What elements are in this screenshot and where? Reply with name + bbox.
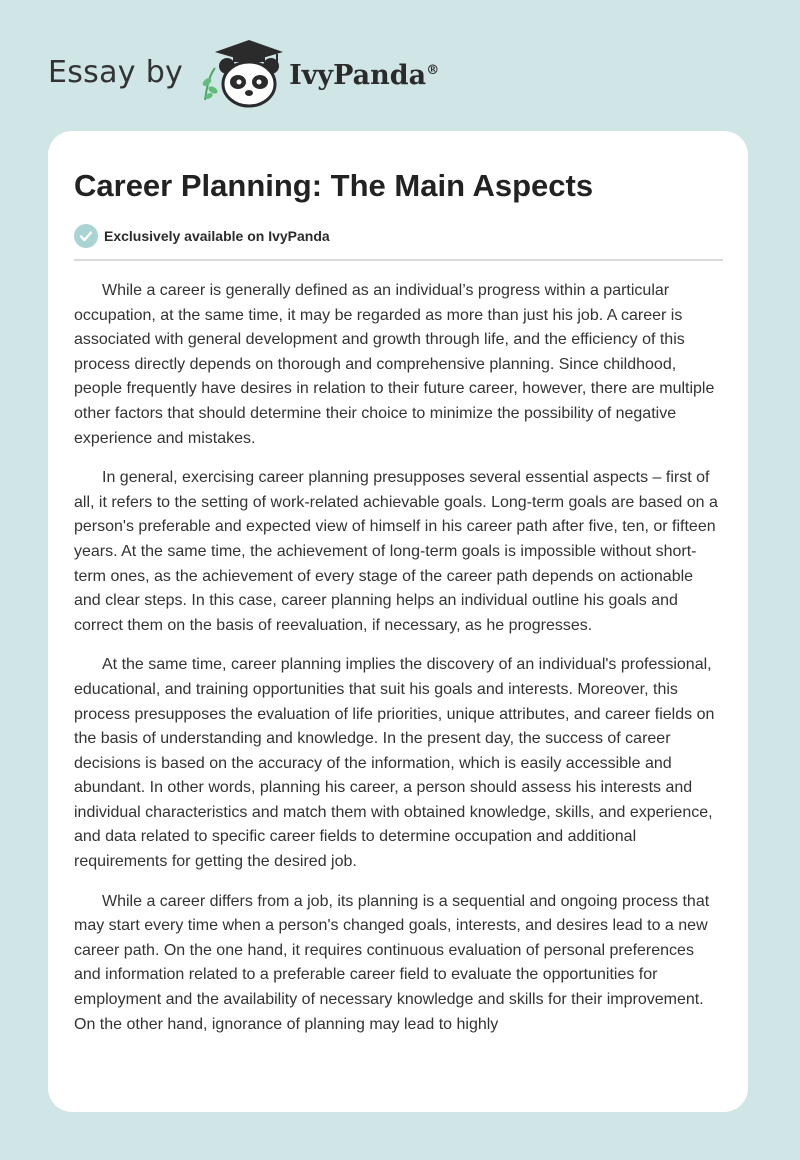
paragraph: In general, exercising career planning presupposes several essential aspects – first of all, it refers to the setting of work-related achievable goals. Long-term goals are based on a person's preferable and expected view of himself in his career path after five, ten, or fifteen years. At the same time, the achievement of long-term goals is impossible without short-term ones, as the achievement of every stage of the career path depends on actionable and clear steps. In this case, career planning helps an individual outline his goals and correct them on the basis of reevaluation, if necessary, as he progresses. <box>74 469 718 634</box>
check-icon <box>74 224 98 248</box>
paragraph: While a career differs from a job, its planning is a sequential and ongoing process that may start every time when a person's changed goals, interests, and desires lead to a new career path. On the one hand, it requires continuous evaluation of personal preferences and information related to a preferable career field to evaluate the opportunities for employment and the availability of necessary knowledge and skills for their improvement. On the other hand, ignorance of planning may lead to highly <box>74 892 710 1033</box>
divider <box>74 259 723 261</box>
essay-by-label: Essay by <box>48 54 184 90</box>
badge-label: Exclusively available on IvyPanda <box>104 228 330 244</box>
essay-body <box>74 279 722 1037</box>
panda-logo-icon[interactable] <box>197 36 285 108</box>
exclusive-badge <box>74 223 722 249</box>
paragraph: At the same time, career planning implies the discovery of an individual's professional, educational, and training opportunities that suit his goals and interests. Moreover, this process presupposes the evaluation of life priorities, unique attributes, and career fields on the basis of understanding and knowledge. In the present day, the success of career decisions is based on the accuracy of the information, which is easily accessible and abundant. In other words, planning his career, a person should assess his interests and individual characteristics and match them with obtained knowledge, skills, and experience, and data related to specific career fields to determine occupation and additional requirements for getting the desired job. <box>74 656 715 871</box>
paragraph: While a career is generally defined as an individual’s progress within a particular occupation, at the same time, it may be regarded as more than just his job. A career is associated with general development and growth through life, and the efficiency of this process directly depends on thorough and comprehensive planning. Since childhood, people frequently have desires in relation to their future career, however, there are multiple other factors that should determine their choice to minimize the possibility of negative experience and mistakes. <box>74 282 715 447</box>
page-title: Career Planning: The Main Aspects <box>74 168 594 203</box>
essay-card <box>48 131 748 1112</box>
site-header <box>48 36 439 108</box>
brand-name[interactable]: IvyPanda® <box>289 59 440 91</box>
